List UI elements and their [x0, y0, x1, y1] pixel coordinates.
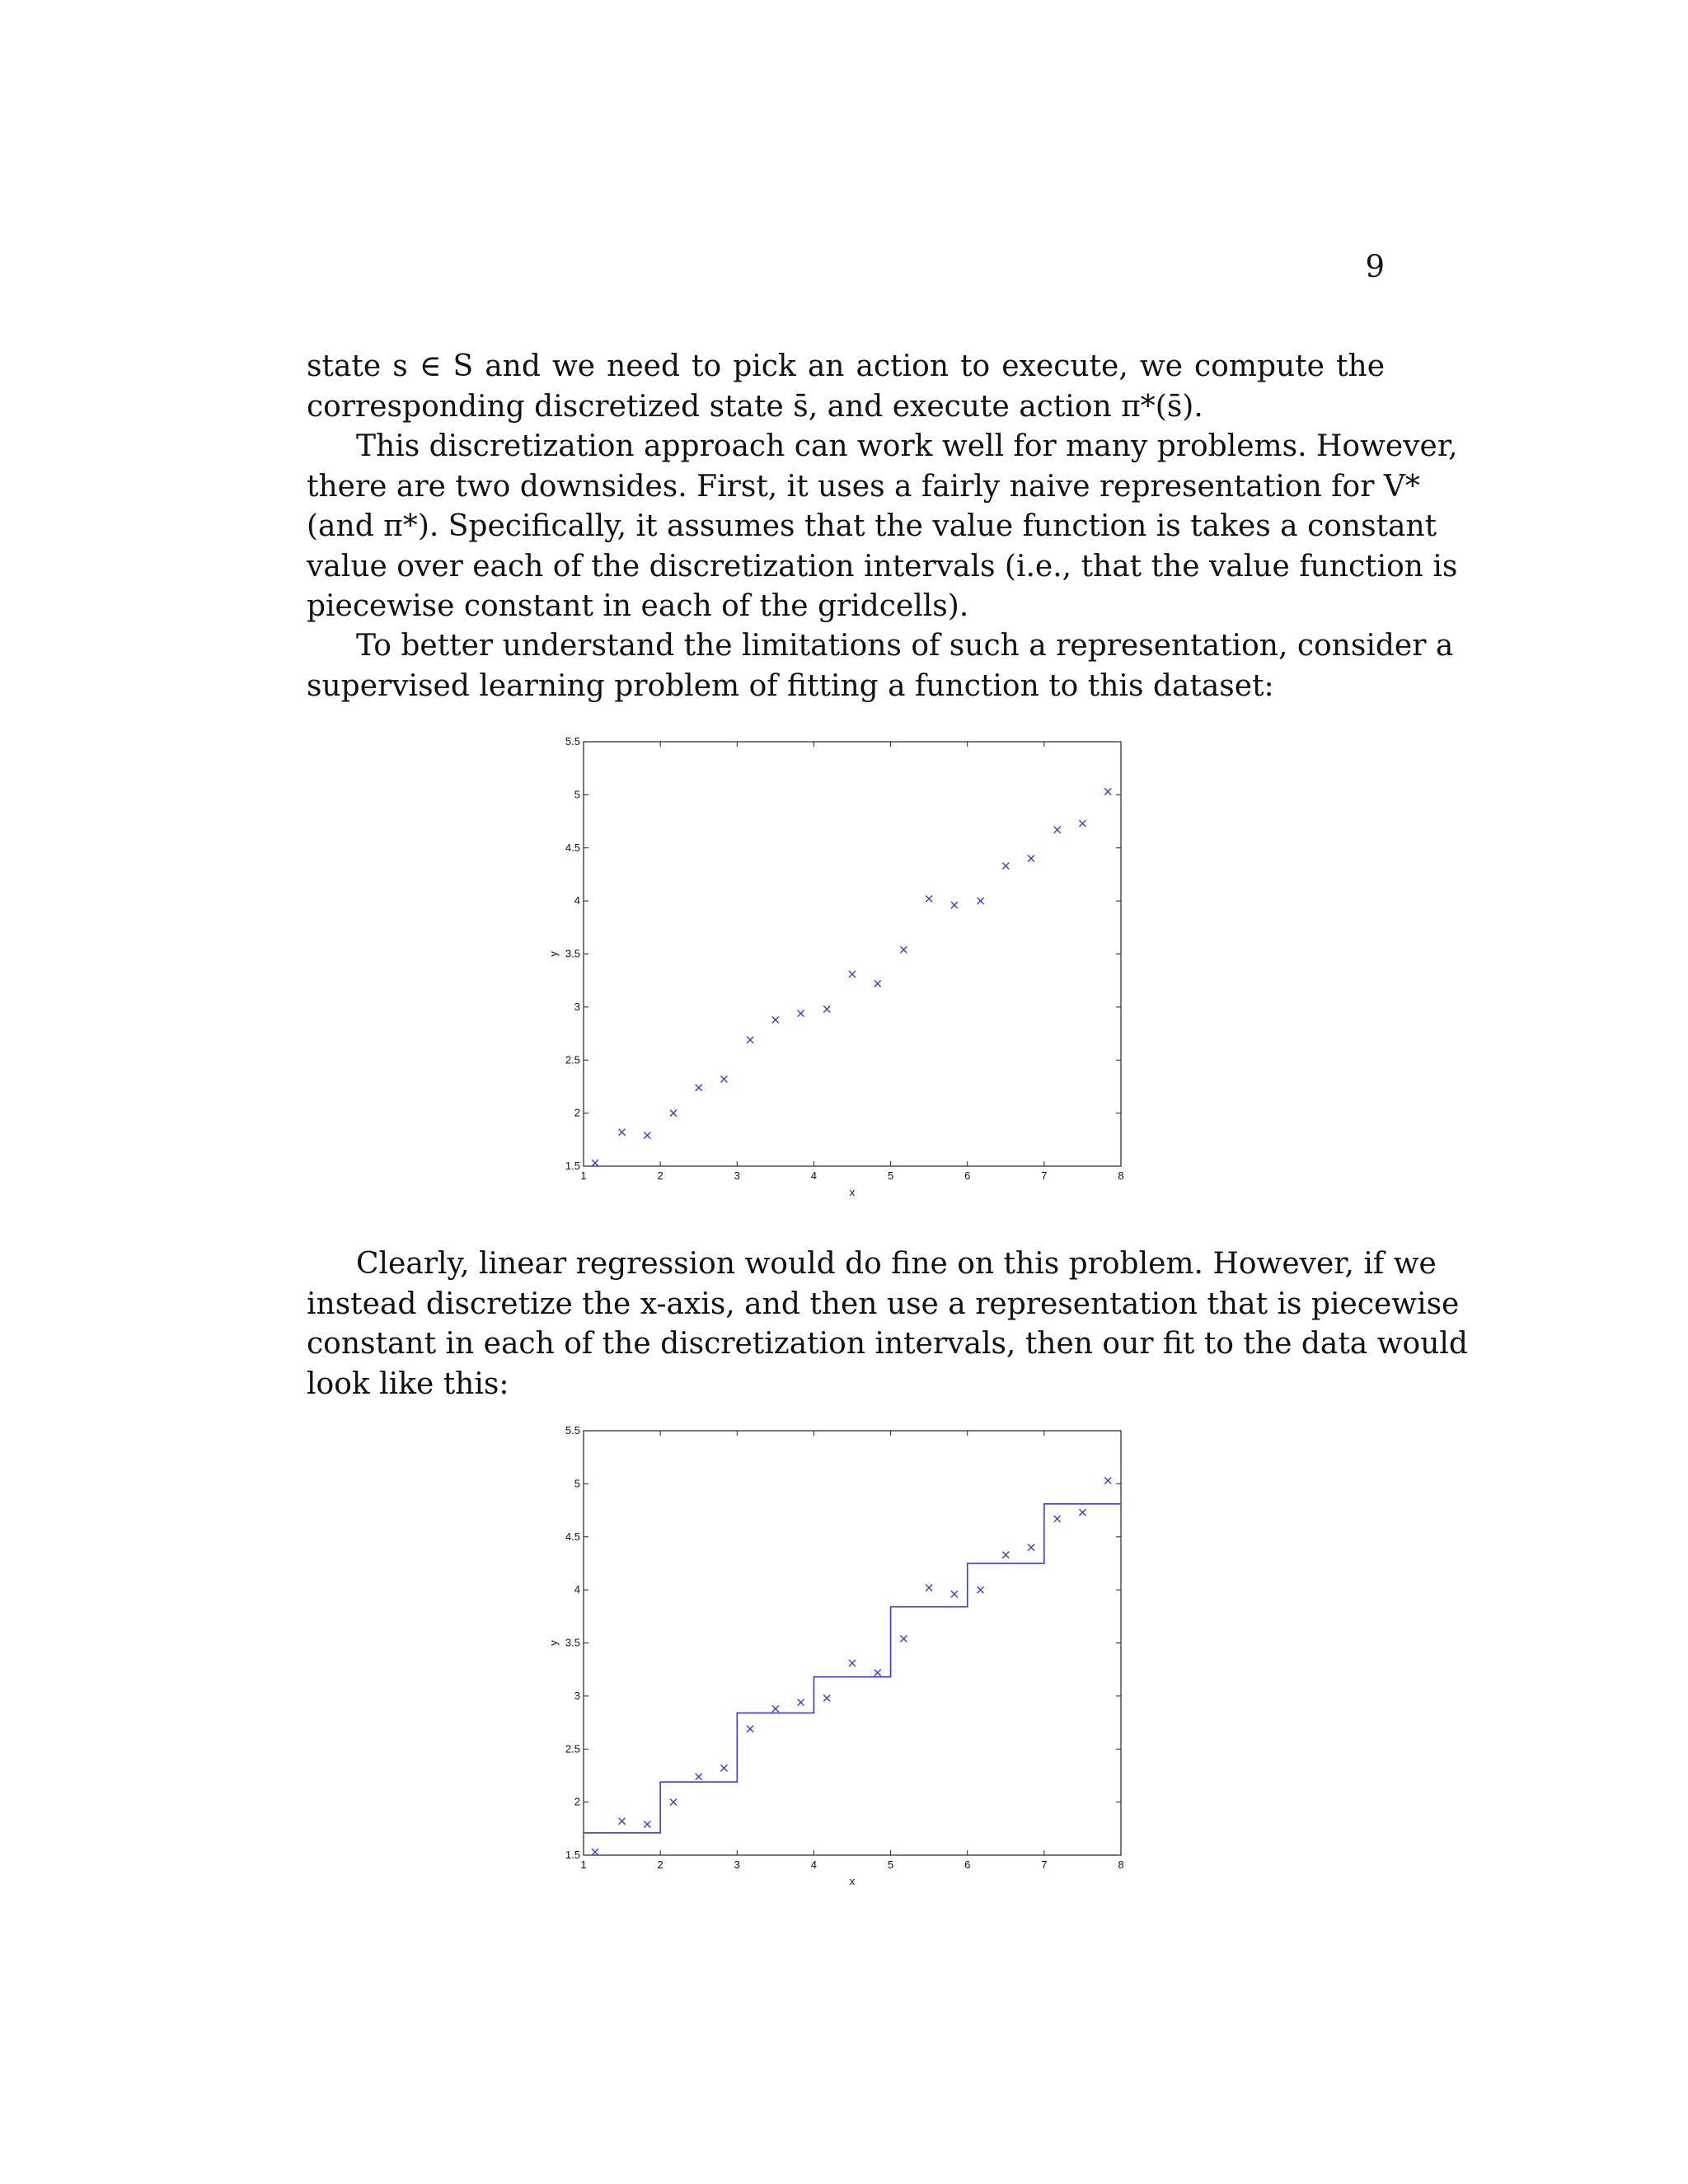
data-point-marker [849, 971, 856, 977]
x-tick-label: 6 [964, 1858, 971, 1871]
data-point-marker [849, 1660, 856, 1666]
text-line: piecewise constant in each of the gridcells). [307, 589, 969, 623]
data-point-marker [1028, 855, 1034, 862]
x-tick-label: 3 [734, 1169, 740, 1182]
data-point-marker [619, 1818, 626, 1825]
text-line: value over each of the discretization intervals (i.e., that the value function is [307, 549, 1458, 583]
text-line: state s ∈ S and we need to pick an action to execute, we compute the [307, 349, 1385, 383]
data-point-marker [720, 1076, 727, 1082]
data-point-marker [798, 1010, 804, 1017]
data-point-marker [747, 1726, 753, 1732]
x-tick-label: 8 [1118, 1858, 1124, 1871]
data-point-marker [592, 1849, 598, 1855]
y-tick-label: 2 [574, 1795, 580, 1808]
data-point-marker [926, 1585, 932, 1591]
plot-frame [584, 1431, 1121, 1855]
data-point-marker [978, 898, 984, 904]
y-tick-label: 3 [574, 1000, 580, 1013]
data-point-marker [644, 1132, 650, 1139]
data-point-marker [1079, 820, 1085, 827]
data-point-marker [951, 1591, 958, 1597]
data-point-marker [1054, 1516, 1061, 1522]
x-tick-label: 1 [580, 1858, 587, 1871]
y-axis-label: y [547, 1640, 560, 1646]
data-point-marker [747, 1037, 753, 1043]
figure-dataset-scatter [528, 725, 1154, 1212]
data-point-marker [900, 946, 907, 953]
x-tick-label: 7 [1041, 1169, 1048, 1182]
page-number: 9 [1365, 249, 1385, 284]
data-point-marker [772, 1705, 779, 1712]
paragraph-1 [307, 347, 1385, 427]
y-tick-label: 3.5 [565, 1636, 580, 1649]
y-tick-label: 4.5 [565, 1530, 580, 1543]
data-point-marker [951, 902, 958, 908]
y-tick-label: 4 [574, 894, 580, 907]
x-tick-label: 3 [734, 1858, 740, 1871]
text-line: Clearly, linear regression would do fine on this problem. However, if we [356, 1247, 1437, 1281]
y-tick-label: 2.5 [565, 1053, 580, 1066]
scatter-chart [528, 725, 1154, 1212]
data-point-marker [1104, 789, 1111, 795]
x-tick-label: 2 [657, 1858, 663, 1871]
text-line: This discretization approach can work well for many problems. However, [356, 429, 1458, 463]
x-tick-label: 4 [810, 1858, 818, 1871]
step-fit-chart [528, 1414, 1154, 1900]
data-point-marker [874, 981, 881, 987]
y-axis-label: y [547, 951, 560, 957]
paragraph-3 [307, 626, 1454, 706]
x-tick-label: 8 [1118, 1169, 1124, 1182]
figure-piecewise-fit [528, 1414, 1154, 1900]
data-point-marker [1104, 1478, 1111, 1484]
y-tick-label: 2 [574, 1106, 580, 1119]
data-point-marker [670, 1110, 677, 1117]
y-tick-label: 1.5 [565, 1160, 580, 1172]
text-line: (and π*). Specifically, it assumes that the value function is takes a constant [307, 509, 1437, 543]
data-point-marker [1002, 863, 1009, 869]
text-line: instead discretize the x-axis, and then use a representation that is piecewise [307, 1286, 1460, 1321]
data-point-marker [798, 1699, 804, 1706]
x-tick-label: 4 [810, 1169, 818, 1182]
plot-frame [584, 742, 1121, 1166]
data-point-marker [874, 1670, 881, 1676]
y-tick-label: 3 [574, 1689, 580, 1702]
data-point-marker [1002, 1552, 1009, 1558]
text-line: there are two downsides. First, it uses a fairly naive representation for V* [307, 469, 1420, 504]
data-point-marker [696, 1774, 702, 1780]
y-tick-label: 3.5 [565, 947, 580, 960]
data-point-marker [1054, 827, 1061, 833]
data-point-marker [644, 1821, 650, 1828]
paragraph-2 [307, 427, 1458, 627]
text-line: constant in each of the discretization intervals, then our fit to the data would [307, 1327, 1468, 1361]
y-tick-label: 4.5 [565, 841, 580, 854]
x-tick-label: 5 [887, 1169, 894, 1182]
y-tick-label: 5.5 [565, 1424, 580, 1436]
y-tick-label: 5 [574, 788, 580, 801]
x-tick-label: 7 [1041, 1858, 1048, 1871]
data-point-marker [592, 1160, 598, 1166]
y-tick-label: 4 [574, 1583, 580, 1596]
x-tick-label: 1 [580, 1169, 587, 1182]
text-line: look like this: [307, 1366, 509, 1401]
paragraph-4 [307, 1244, 1468, 1404]
y-tick-label: 5.5 [565, 735, 580, 748]
data-point-marker [1079, 1509, 1085, 1516]
data-point-marker [823, 1005, 830, 1012]
x-axis-label: x [849, 1875, 856, 1887]
data-point-marker [1028, 1544, 1034, 1551]
x-tick-label: 6 [964, 1169, 971, 1182]
text-line: To better understand the limitations of such a representation, consider a [356, 629, 1454, 663]
data-point-marker [619, 1129, 626, 1136]
x-tick-label: 2 [657, 1169, 663, 1182]
data-point-marker [720, 1765, 727, 1771]
data-point-marker [670, 1799, 677, 1806]
y-tick-label: 5 [574, 1477, 580, 1490]
text-line: corresponding discretized state s̄, and execute action π*(s̄). [307, 389, 1203, 424]
data-point-marker [772, 1016, 779, 1023]
x-tick-label: 5 [887, 1858, 894, 1871]
data-point-marker [926, 896, 932, 902]
data-point-marker [696, 1085, 702, 1091]
text-line: supervised learning problem of fitting a function to this dataset: [307, 668, 1274, 703]
y-tick-label: 1.5 [565, 1849, 580, 1861]
data-point-marker [823, 1694, 830, 1701]
data-point-marker [978, 1586, 984, 1593]
x-axis-label: x [849, 1186, 856, 1198]
y-tick-label: 2.5 [565, 1742, 580, 1755]
step-fit-line [584, 1504, 1121, 1833]
data-point-marker [900, 1635, 907, 1642]
